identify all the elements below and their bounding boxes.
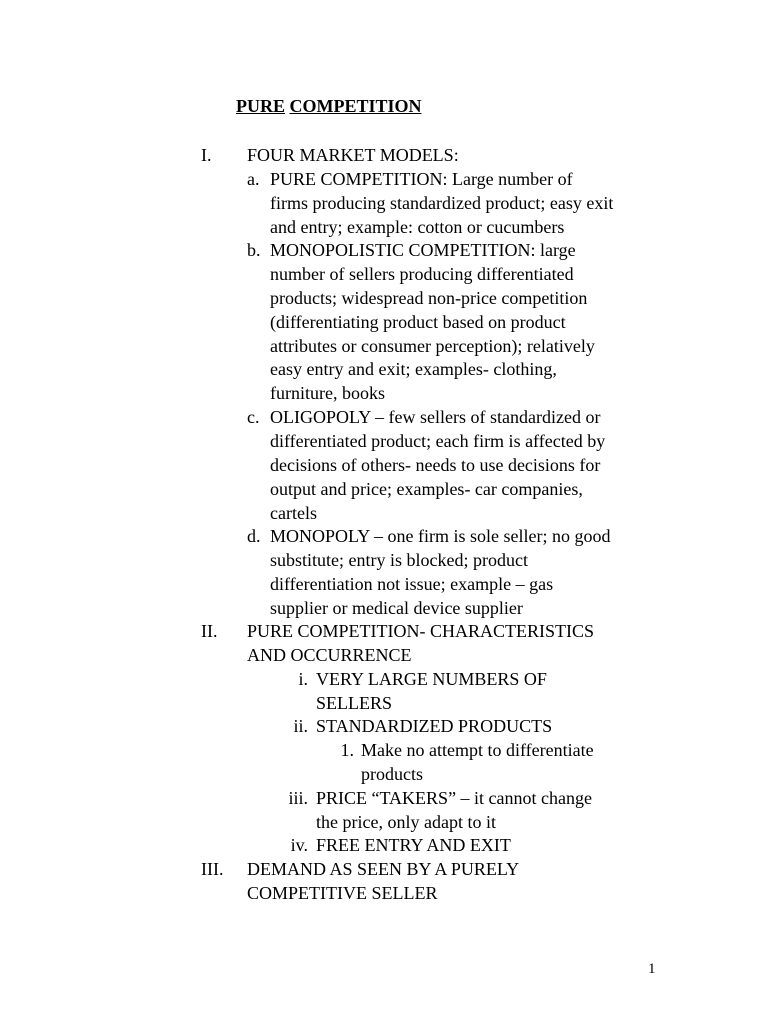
outline-text-line: easy entry and exit; examples- clothing, [270,359,557,380]
outline-text-line: differentiation not issue; example – gas [270,573,554,594]
page-number: 1 [648,961,656,977]
outline-text-line: the price, only adapt to it [316,811,496,832]
outline-label: i. [298,669,308,689]
outline-label: iii. [288,788,308,808]
outline-label: c. [247,407,260,427]
outline-text-line: MONOPOLY – one firm is sole seller; no good [270,526,611,546]
outline-text-line: firms producing standardized product; easy exit [270,192,614,213]
outline-text-line: (differentiating product based on product [270,311,566,332]
title-word-pure: PURE [236,96,285,116]
outline-text-line: OLIGOPOLY – few sellers of standardized or [270,407,601,427]
outline-text-line: furniture, books [270,383,385,404]
outline-text-line: PURE COMPETITION: Large number of [270,169,573,189]
outline-text-line: Make no attempt to differentiate [361,740,594,760]
outline-text-line: products [361,763,423,784]
outline-text-line: products; widespread non-price competition [270,287,588,308]
outline-text-line: STANDARDIZED PRODUCTS [316,716,553,736]
outline-text-line: substitute; entry is blocked; product [270,549,528,570]
outline-label: b. [247,240,261,260]
outline-text-line: cartels [270,502,317,523]
outline-text-line: differentiated product; each firm is affected by [270,430,606,451]
outline-label: I. [201,145,212,165]
outline-text-line: supplier or medical device supplier [270,597,523,618]
outline-text-line: PRICE “TAKERS” – it cannot change [316,788,593,808]
outline-text-line: FOUR MARKET MODELS: [247,145,459,165]
outline-label: ii. [293,716,308,736]
outline-text-line: decisions of others- needs to use decisions for [270,454,601,475]
outline-text-line: attributes or consumer perception); relatively [270,335,595,356]
outline-text-line: and entry; example: cotton or cucumbers [270,216,565,237]
outline-label: a. [247,169,260,189]
outline-label: d. [247,526,261,546]
document-title [236,94,422,118]
outline-text-line: number of sellers producing differentiated [270,263,574,284]
outline-text-line: MONOPOLISTIC COMPETITION: large [270,240,576,260]
outline-text-line: SELLERS [316,692,393,713]
outline-text-line: COMPETITIVE SELLER [247,882,438,903]
outline-text-line: output and price; examples- car companies, [270,478,583,499]
outline-text-line: FREE ENTRY AND EXIT [316,835,511,855]
outline-label: 1. [340,740,354,760]
outline-text-line: AND OCCURRENCE [247,644,412,665]
title-word-competition: COMPETITION [289,96,422,116]
outline-label: iv. [290,835,308,855]
outline-text-line: VERY LARGE NUMBERS OF [316,669,547,689]
outline-text-line: PURE COMPETITION- CHARACTERISTICS [247,621,595,641]
outline-label: III. [201,859,224,879]
outline-text-line: DEMAND AS SEEN BY A PURELY [247,859,520,879]
outline-label: II. [201,621,218,641]
